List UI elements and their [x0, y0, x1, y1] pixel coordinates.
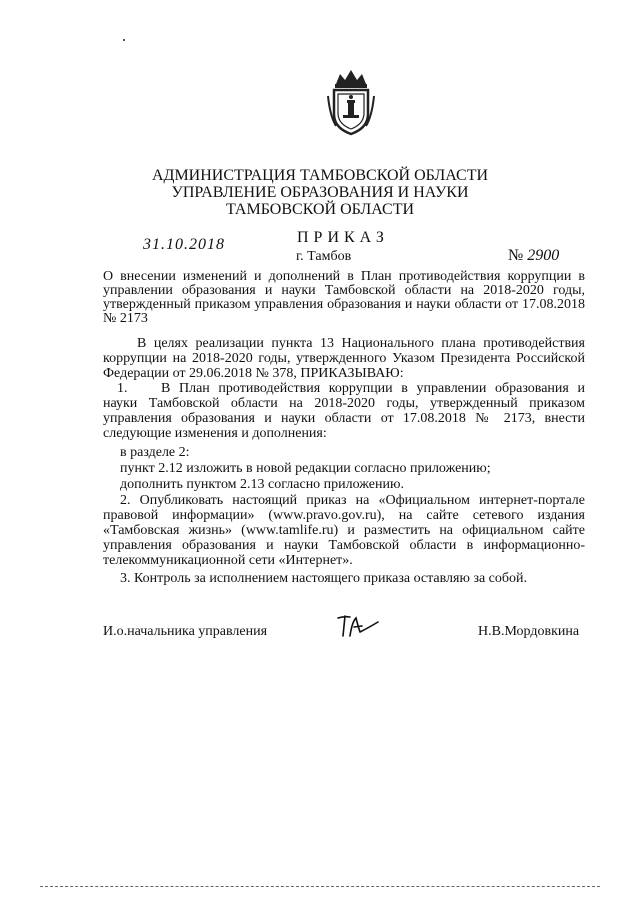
header-line-1: АДМИНИСТРАЦИЯ ТАМБОВСКОЙ ОБЛАСТИ: [151, 167, 489, 184]
clause-1: [103, 381, 585, 441]
signatory-position: И.о.начальника управления: [103, 624, 268, 639]
header-line-3: ТАМБОВСКОЙ ОБЛАСТИ: [225, 201, 415, 218]
clause-1-number: 1.: [117, 381, 128, 396]
header-line-2: УПРАВЛЕНИЕ ОБРАЗОВАНИЯ И НАУКИ: [171, 184, 469, 201]
order-date-handwritten: 31.10.2018: [143, 236, 225, 253]
clause-3: 3. Контроль за исполнением настоящего приказа оставляю за собой.: [120, 571, 528, 586]
order-number: [508, 247, 559, 265]
order-subject: О внесении изменений и дополнений в План противодействия коррупции в управлении образования и науки Тамбовской области на 2018-2020 годы, утвержденный приказом управления образования и науки области от 17.08.2018 № 2173: [103, 269, 585, 326]
clause-1-item-1: в разделе 2:: [120, 445, 190, 460]
page-bottom-dashes: [40, 886, 600, 891]
coat-of-arms-emblem: [326, 66, 376, 136]
signatory-name: Н.В.Мордовкина: [478, 624, 580, 639]
scan-speck: [123, 39, 125, 41]
order-number-handwritten: 2900: [527, 247, 560, 264]
clause-2: 2. Опубликовать настоящий приказ на «Официальном интернет-портале правовой информации» (www.pravo.gov.ru), на сайте сетевого издания «Тамбовская жизнь» (www.tamlife.ru) и разместить на официальном сайте управления образования и науки Тамбовской области в информационно-телекоммуникационной сети «Интернет».: [103, 493, 585, 568]
handwritten-signature: [334, 610, 380, 642]
order-title: ПРИКАЗ: [297, 229, 389, 246]
order-city: г. Тамбов: [296, 249, 352, 264]
clause-1-text: В План противодействия коррупции в управлении образования и науки Тамбовской области на 2018-2020 годы, утвержденный приказом управления образования и науки области от 17.08.2018 № 2173, внести следующие изменения и дополнения:: [103, 381, 585, 441]
order-number-prefix: №: [508, 247, 524, 264]
clause-1-item-3: дополнить пунктом 2.13 согласно приложению.: [120, 477, 404, 492]
preamble-paragraph: В целях реализации пункта 13 Национального плана противодействия коррупции на 2018-2020 годы, утвержденного Указом Президента Российской Федерации от 29.06.2018 № 378, ПРИКАЗЫВАЮ:: [103, 336, 585, 381]
clause-1-item-2: пункт 2.12 изложить в новой редакции согласно приложению;: [120, 461, 491, 476]
